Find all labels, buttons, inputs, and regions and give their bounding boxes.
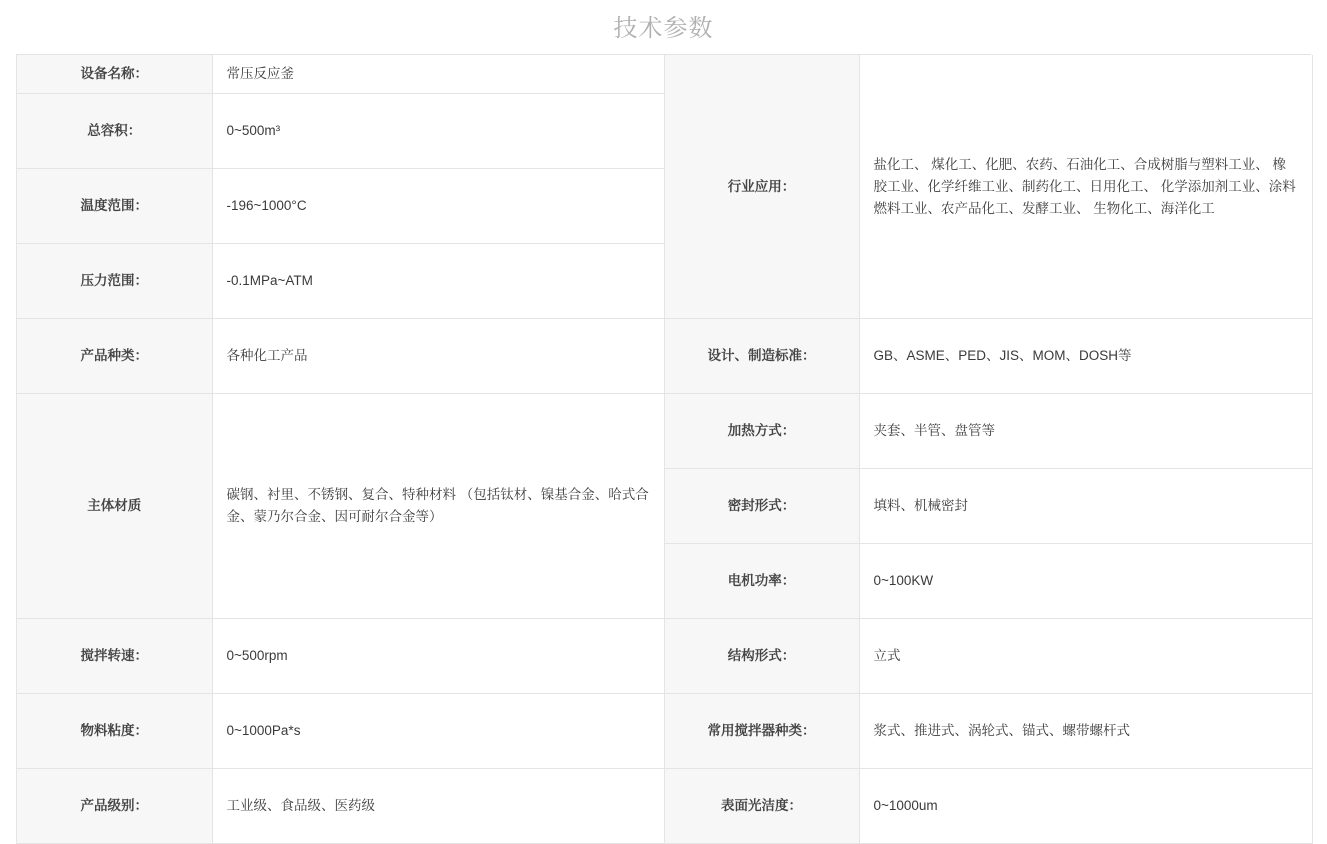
table-row	[17, 769, 1312, 844]
param-label-motor-power: 电机功率：	[664, 544, 859, 619]
param-label-total-volume: 总容积：	[17, 94, 212, 169]
param-value-temperature-range: -196~1000°C	[212, 169, 664, 244]
param-label-surface-finish: 表面光洁度：	[664, 769, 859, 844]
param-label-product-type: 产品种类：	[17, 319, 212, 394]
param-value-equipment-name: 常压反应釜	[212, 55, 664, 94]
param-label-product-grade: 产品级别：	[17, 769, 212, 844]
param-value-main-material: 碳钢、衬里、不锈钢、复合、特种材料 （包括钛材、镍基合金、哈式合金、蒙乃尔合金、因可耐尔合金等）	[212, 394, 664, 619]
technical-parameters-table	[17, 55, 1313, 844]
param-value-seal-type: 填料、机械密封	[859, 469, 1312, 544]
param-value-structure-type: 立式	[859, 619, 1312, 694]
param-label-pressure-range: 压力范围：	[17, 244, 212, 319]
param-label-main-material: 主体材质	[17, 394, 212, 619]
param-label-heating-method: 加热方式：	[664, 394, 859, 469]
param-value-product-type: 各种化工产品	[212, 319, 664, 394]
page-title: 技术参数	[613, 15, 714, 42]
table-row	[17, 55, 1312, 94]
param-label-industry-application: 行业应用：	[664, 55, 859, 319]
param-label-equipment-name: 设备名称：	[17, 55, 212, 94]
param-label-material-viscosity: 物料粘度：	[17, 694, 212, 769]
param-label-design-standard: 设计、制造标准：	[664, 319, 859, 394]
param-value-motor-power: 0~100KW	[859, 544, 1312, 619]
param-value-heating-method: 夹套、半管、盘管等	[859, 394, 1312, 469]
param-value-agitator-types: 浆式、推进式、涡轮式、锚式、螺带螺杆式	[859, 694, 1312, 769]
param-label-structure-type: 结构形式：	[664, 619, 859, 694]
param-value-industry-application: 盐化工、 煤化工、化肥、农药、石油化工、合成树脂与塑料工业、 橡胶工业、化学纤维工业、制药化工、日用化工、 化学添加剂工业、涂料燃料工业、农产品化工、发酵工业、 生物化工、海洋化工	[859, 55, 1312, 319]
table-row	[17, 319, 1312, 394]
param-value-product-grade: 工业级、食品级、医药级	[212, 769, 664, 844]
spec-table-container	[16, 54, 1311, 844]
table-row	[17, 619, 1312, 694]
param-label-seal-type: 密封形式：	[664, 469, 859, 544]
param-value-design-standard: GB、ASME、PED、JIS、MOM、DOSH等	[859, 319, 1312, 394]
param-value-total-volume: 0~500m³	[212, 94, 664, 169]
param-label-stirring-speed: 搅拌转速：	[17, 619, 212, 694]
param-label-agitator-types: 常用搅拌器种类：	[664, 694, 859, 769]
param-value-material-viscosity: 0~1000Pa*s	[212, 694, 664, 769]
param-label-temperature-range: 温度范围：	[17, 169, 212, 244]
param-value-pressure-range: -0.1MPa~ATM	[212, 244, 664, 319]
param-value-surface-finish: 0~1000um	[859, 769, 1312, 844]
table-row	[17, 694, 1312, 769]
table-row	[17, 394, 1312, 469]
param-value-stirring-speed: 0~500rpm	[212, 619, 664, 694]
